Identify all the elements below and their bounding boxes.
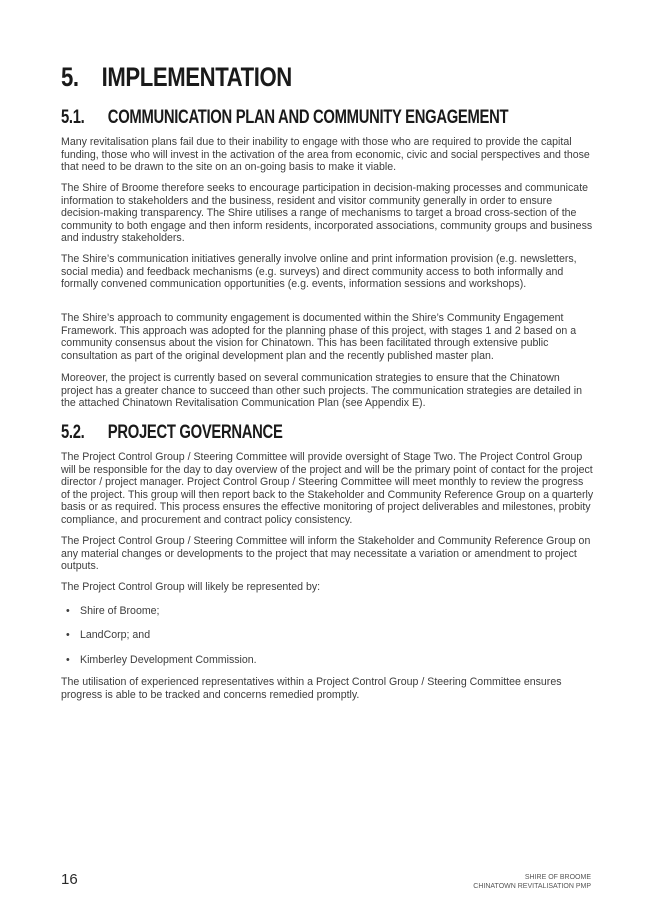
subsection-heading-governance xyxy=(61,422,283,444)
footer-line: CHINATOWN REVITALISATION PMP xyxy=(473,882,591,890)
paragraph: Many revitalisation plans fail due to their inability to engage with those who are required to provide the capital funding, those who will invest in the activation of the area from economic, civic and social perspectives and those that need to be drawn to the site on an on-going basis to make it viable. xyxy=(61,136,590,174)
paragraph: The Project Control Group / Steering Committee will provide oversight of Stage Two. The Project Control Group will be responsible for the day to day overview of the project and will be the primary point of contact for the project director / project manager. Project Control Group / Steering Committee will meet monthly to review the progress of the project. This group will then report back to the Stakeholder and Community Reference Group on a quarterly basis or as required. This process ensures the effective monitoring of project deliverables and milestones, probity compliance, and procurement and contract policy consistency. xyxy=(61,451,594,526)
footer-document-title xyxy=(473,874,591,891)
section-title: IMPLEMENTATION xyxy=(101,62,292,92)
section-heading xyxy=(61,62,292,93)
bullet-icon: • xyxy=(66,654,70,666)
bullet-icon: • xyxy=(66,605,70,617)
paragraph: The Project Control Group will likely be represented by: xyxy=(61,581,321,593)
section-number: 5. xyxy=(61,62,79,92)
paragraph: The Shire’s communication initiatives generally involve online and print information provision (e.g. newsletters, social media) and feedback mechanisms (e.g. surveys) and direct community access to both informally and formally convened communication opportunities (e.g. events, information sessions and workshops). xyxy=(61,253,577,291)
list-item: • LandCorp; and xyxy=(66,629,151,641)
bullet-icon: • xyxy=(66,629,70,641)
subsection-heading-communication xyxy=(61,107,508,129)
list-item: • Kimberley Development Commission. xyxy=(66,654,257,666)
subsection-title: COMMUNICATION PLAN AND COMMUNITY ENGAGEMENT xyxy=(107,107,509,128)
paragraph: The utilisation of experienced representatives within a Project Control Group / Steering Committee ensures progress is able to be tracked and concerns remedied promptly. xyxy=(61,676,562,701)
paragraph: The Project Control Group / Steering Committee will inform the Stakeholder and Community Reference Group on any material changes or developments to the project that may necessitate a variation or amendment to project outputs. xyxy=(61,535,591,573)
paragraph: The Shire’s approach to community engagement is documented within the Shire’s Community Engagement Framework. This approach was adopted for the planning phase of this project, with stages 1 and 2 based on a community consensus about the vision for Chinatown. This has been facilitated through extensive public consultation as part of the original development plan and the recently published master plan. xyxy=(61,312,577,362)
subsection-number: 5.2. xyxy=(61,422,85,443)
subsection-number: 5.1. xyxy=(61,107,85,128)
list-item: • Shire of Broome; xyxy=(66,605,160,617)
page-number: 16 xyxy=(61,871,78,888)
footer-line: SHIRE OF BROOME xyxy=(524,874,591,881)
paragraph: Moreover, the project is currently based on several communication strategies to ensure that the Chinatown project has a greater chance to succeed than other such projects. The communication strategies are detailed in the attached Chinatown Revitalisation Communication Plan (see Appendix E). xyxy=(61,372,582,410)
paragraph: The Shire of Broome therefore seeks to encourage participation in decision-making processes and communicate information to stakeholders and the business, resident and visitor community generally in order to ensure decision-making transparency. The Shire utilises a range of mechanisms to target a broad cross-section of the community to both engage and then inform residents, incorporated associations, community groups and business and industry stakeholders. xyxy=(61,182,593,245)
subsection-title: PROJECT GOVERNANCE xyxy=(107,422,283,443)
